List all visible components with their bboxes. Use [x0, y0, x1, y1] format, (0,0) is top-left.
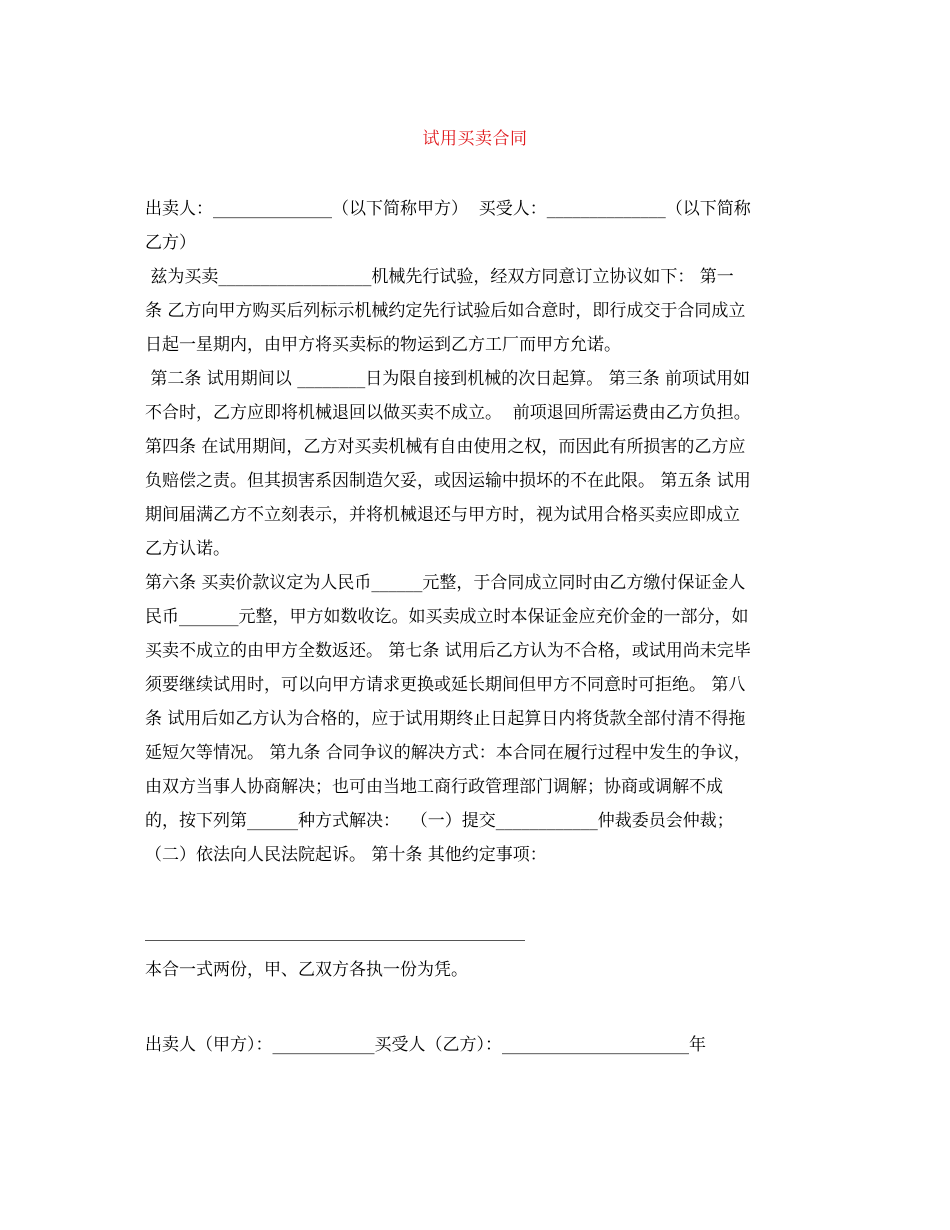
contract-line: 民币_______元整，甲方如数收讫。如买卖成立时本保证金应充价金的一部分，如 — [145, 607, 749, 627]
contract-line: 期间届满乙方不立刻表示，并将机械退还与甲方时，视为试用合格买卖应即成立 — [145, 505, 740, 525]
copies-clause: 本合一式两份，甲、乙双方各执一份为凭。 — [145, 960, 468, 980]
signature-line: 出卖人（甲方）：____________买受人（乙方）：______________________年 — [145, 1035, 706, 1055]
contract-line: 条 乙方向甲方购买后列标示机械约定先行试验后如合意时，即行成交于合同成立 — [145, 301, 746, 321]
contract-line: 条 试用后如乙方认为合格的，应于试用期终止日起算日内将货款全部付清不得拖 — [145, 709, 746, 729]
copies-clause-block — [145, 953, 810, 987]
contract-line: 负赔偿之责。但其损害系因制造欠妥，或因运输中损坏的不在此限。 第五条 试用 — [145, 471, 751, 491]
contract-line: 第四条 在试用期间，乙方对买卖机械有自由使用之权，而因此有所损害的乙方应 — [145, 437, 746, 457]
document-title: 试用买卖合同 — [422, 129, 528, 149]
contract-line: 的，按下列第______种方式解决： （一）提交____________仲裁委员会仲裁； — [145, 811, 734, 831]
contract-line: 不合时，乙方应即将机械退回以做买卖不成立。 前项退回所需运费由乙方负担。 — [145, 403, 751, 423]
contract-line: 乙方） — [145, 233, 196, 253]
contract-line: 须要继续试用时，可以向甲方请求更换或延长期间但甲方不同意时可拒绝。 第八 — [145, 675, 746, 695]
blank-fill-line — [145, 940, 525, 941]
contract-line: 乙方认诺。 — [145, 539, 230, 559]
contract-body — [145, 192, 810, 872]
contract-line: 第二条 试用期间以 ________日为限自接到机械的次日起算。 第三条 前项试用如 — [145, 369, 751, 389]
contract-line: 买卖不成立的由甲方全数返还。 第七条 试用后乙方认为不合格，或试用尚未完毕 — [145, 641, 751, 661]
contract-line: 第六条 买卖价款议定为人民币______元整，于合同成立同时由乙方缴付保证金人 — [145, 573, 746, 593]
contract-line: （二）依法向人民法院起诉。 第十条 其他约定事项： — [145, 845, 547, 865]
contract-line: 兹为买卖__________________机械先行试验，经双方同意订立协议如下： 第一 — [145, 267, 734, 287]
contract-line: 出卖人：______________（以下简称甲方） 买受人：______________（以下简称 — [145, 199, 751, 219]
contract-line: 日起一星期内，由甲方将买卖标的物运到乙方工厂而甲方允诺。 — [145, 335, 621, 355]
contract-line: 延短欠等情况。 第九条 合同争议的解决方式：本合同在履行过程中发生的争议， — [145, 743, 751, 763]
contract-line: 由双方当事人协商解决；也可由当地工商行政管理部门调解；协商或调解不成 — [145, 777, 723, 797]
